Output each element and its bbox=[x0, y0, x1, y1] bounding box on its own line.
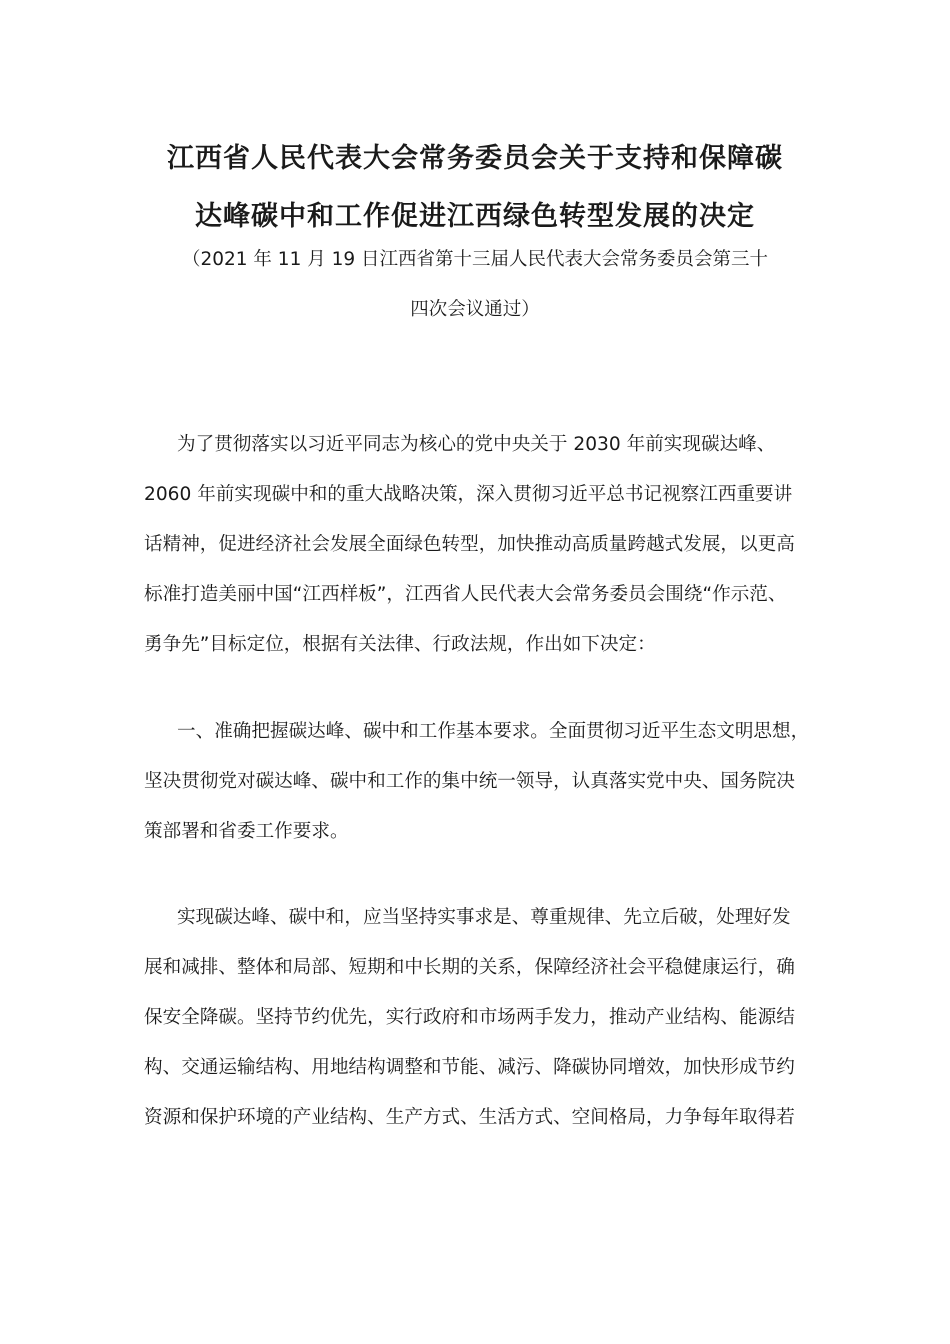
paragraph-1-line-5: 勇争先”目标定位，根据有关法律、行政法规，作出如下决定： bbox=[144, 634, 656, 655]
paragraph-2-line-2: 坚决贯彻党对碳达峰、碳中和工作的集中统一领导，认真落实党中央、国务院决 bbox=[144, 771, 795, 792]
paragraph-2-line-3: 策部署和省委工作要求。 bbox=[144, 821, 349, 842]
paragraph-3-line-2: 展和减排、整体和局部、短期和中长期的关系，保障经济社会平稳健康运行，确 bbox=[144, 957, 795, 978]
document-subtitle-line-2: 四次会议通过） bbox=[410, 299, 540, 320]
document-title-line-1: 江西省人民代表大会常务委员会关于支持和保障碳 bbox=[167, 143, 783, 174]
paragraph-1-line-1: 为了贯彻落实以习近平同志为核心的党中央关于 2030 年前实现碳达峰、 bbox=[177, 434, 776, 455]
paragraph-3-line-5: 资源和保护环境的产业结构、生产方式、生活方式、空间格局，力争每年取得若 bbox=[144, 1107, 795, 1128]
paragraph-2-line-1: 一、准确把握碳达峰、碳中和工作基本要求。全面贯彻习近平生态文明思想， bbox=[177, 721, 810, 742]
paragraph-1-line-3: 话精神，促进经济社会发展全面绿色转型，加快推动高质量跨越式发展，以更高 bbox=[144, 534, 795, 555]
paragraph-3-line-3: 保安全降碳。坚持节约优先，实行政府和市场两手发力，推动产业结构、能源结 bbox=[144, 1007, 795, 1028]
paragraph-3-line-1: 实现碳达峰、碳中和，应当坚持实事求是、尊重规律、先立后破，处理好发 bbox=[177, 907, 791, 928]
paragraph-3-line-4: 构、交通运输结构、用地结构调整和节能、减污、降碳协同增效，加快形成节约 bbox=[144, 1057, 795, 1078]
document-subtitle-line-1: （2021 年 11 月 19 日江西省第十三届人民代表大会常务委员会第三十 bbox=[181, 249, 769, 270]
paragraph-1-line-2: 2060 年前实现碳中和的重大战略决策，深入贯彻习近平总书记视察江西重要讲 bbox=[144, 484, 793, 505]
paragraph-1-line-4: 标准打造美丽中国“江西样板”，江西省人民代表大会常务委员会围绕“作示范、 bbox=[144, 584, 787, 605]
document-title-line-2: 达峰碳中和工作促进江西绿色转型发展的决定 bbox=[195, 201, 755, 232]
